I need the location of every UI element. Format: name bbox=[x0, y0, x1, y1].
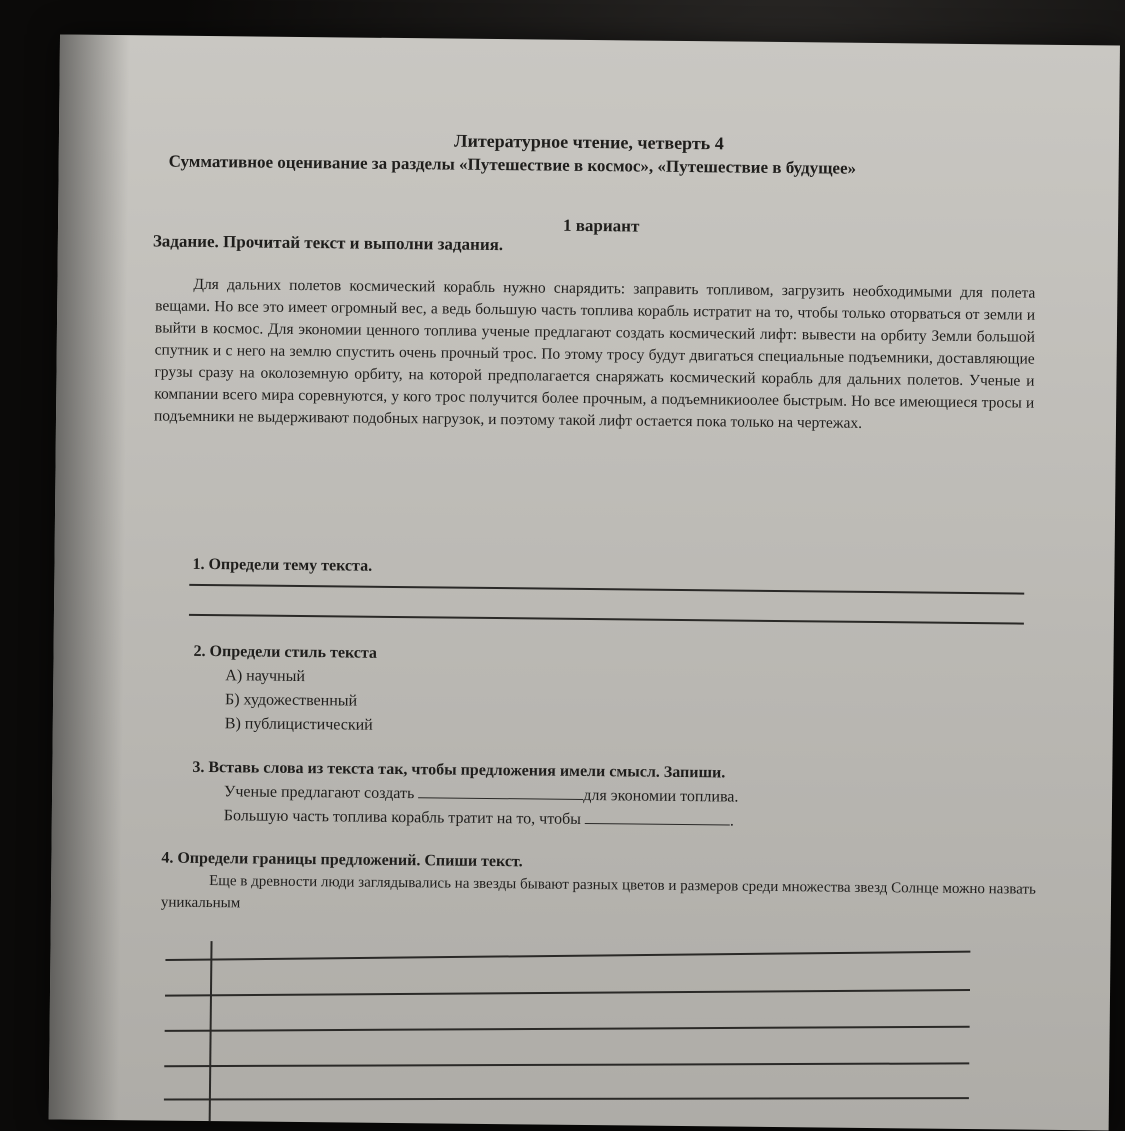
sentence-2-end: . bbox=[729, 812, 734, 830]
reading-passage: Для дальних полетов космический корабль нужно снарядить: заправить топливом, загрузить необходимыми для полета вещами. Но все это имеет огромный вес, а ведь большую часть топлива корабль истратит на то, чтобы только оторваться от земли и выйти в космос. Для экономии ценного топлива ученые предлагают создать космический лифт: вывести на орбиту Земли большой спутник и с него на землю спустить очень прочный трос. По этому тросу будут двигаться специальные подъемники, доставляющие грузы сразу на околоземную орбиту, на которой предполагается снаряжать космический корабль для дальних полетов. Ученые и компании всего мира соревнуются, у кого трос получится более прочным, а подъемникиоолее быстрым. Но все имеющиеся тросы и подъемники не выдерживают подобных нагрузок, и поэтому такой лифт остается пока только на чертежах. bbox=[153, 275, 1036, 432]
worksheet-page bbox=[49, 34, 1120, 1130]
sentence-1-start: Ученые предлагают создать bbox=[224, 783, 419, 803]
fill-blank-2[interactable] bbox=[585, 809, 730, 826]
question-4 bbox=[161, 848, 1042, 923]
sentence-2-start: Большую часть топлива корабль тратит на то, чтобы bbox=[223, 807, 586, 828]
variant-label: 1 вариант bbox=[562, 215, 640, 236]
assessment-heading: Суммативное оценивание за разделы «Путешествие в космос», «Путешествие в будущее» bbox=[168, 151, 857, 178]
task-instruction: Задание. Прочитай текст и выполни задания. bbox=[152, 231, 504, 255]
question-4-title: 4. Определи границы предложений. Спиши текст. bbox=[161, 849, 523, 871]
question-1 bbox=[192, 556, 372, 576]
question-3 bbox=[192, 756, 739, 834]
question-4-text: Еще в древности люди заглядывались на звезды бывают разных цветов и размеров среди множества звезд Солнце можно назвать уникальным bbox=[160, 873, 1036, 912]
writing-line[interactable] bbox=[165, 1026, 970, 1032]
sentence-1-end: для экономии топлива. bbox=[583, 786, 739, 806]
subject-heading: Литературное чтение, четверть 4 bbox=[453, 130, 724, 154]
page-shadow bbox=[49, 34, 130, 1120]
sentence-2 bbox=[192, 804, 739, 834]
answer-line[interactable] bbox=[189, 584, 1024, 595]
question-2 bbox=[193, 640, 377, 738]
writing-line[interactable] bbox=[165, 951, 970, 961]
question-3-title: 3. Вставь слова из текста так, чтобы предложения имели смысл. Запиши. bbox=[192, 758, 726, 782]
writing-line[interactable] bbox=[164, 1097, 969, 1100]
question-1-title: 1. Определи тему текста. bbox=[192, 555, 373, 575]
question-2-title: 2. Определи стиль текста bbox=[193, 642, 378, 662]
option-c[interactable]: В) публицистический bbox=[224, 715, 373, 734]
option-a[interactable]: А) научный bbox=[225, 667, 306, 686]
answer-line[interactable] bbox=[189, 614, 1024, 625]
margin-rule bbox=[208, 941, 212, 1130]
fill-blank-1[interactable] bbox=[418, 783, 583, 800]
writing-line[interactable] bbox=[165, 989, 970, 997]
option-b[interactable]: Б) художественный bbox=[224, 691, 358, 710]
writing-line[interactable] bbox=[164, 1062, 969, 1067]
